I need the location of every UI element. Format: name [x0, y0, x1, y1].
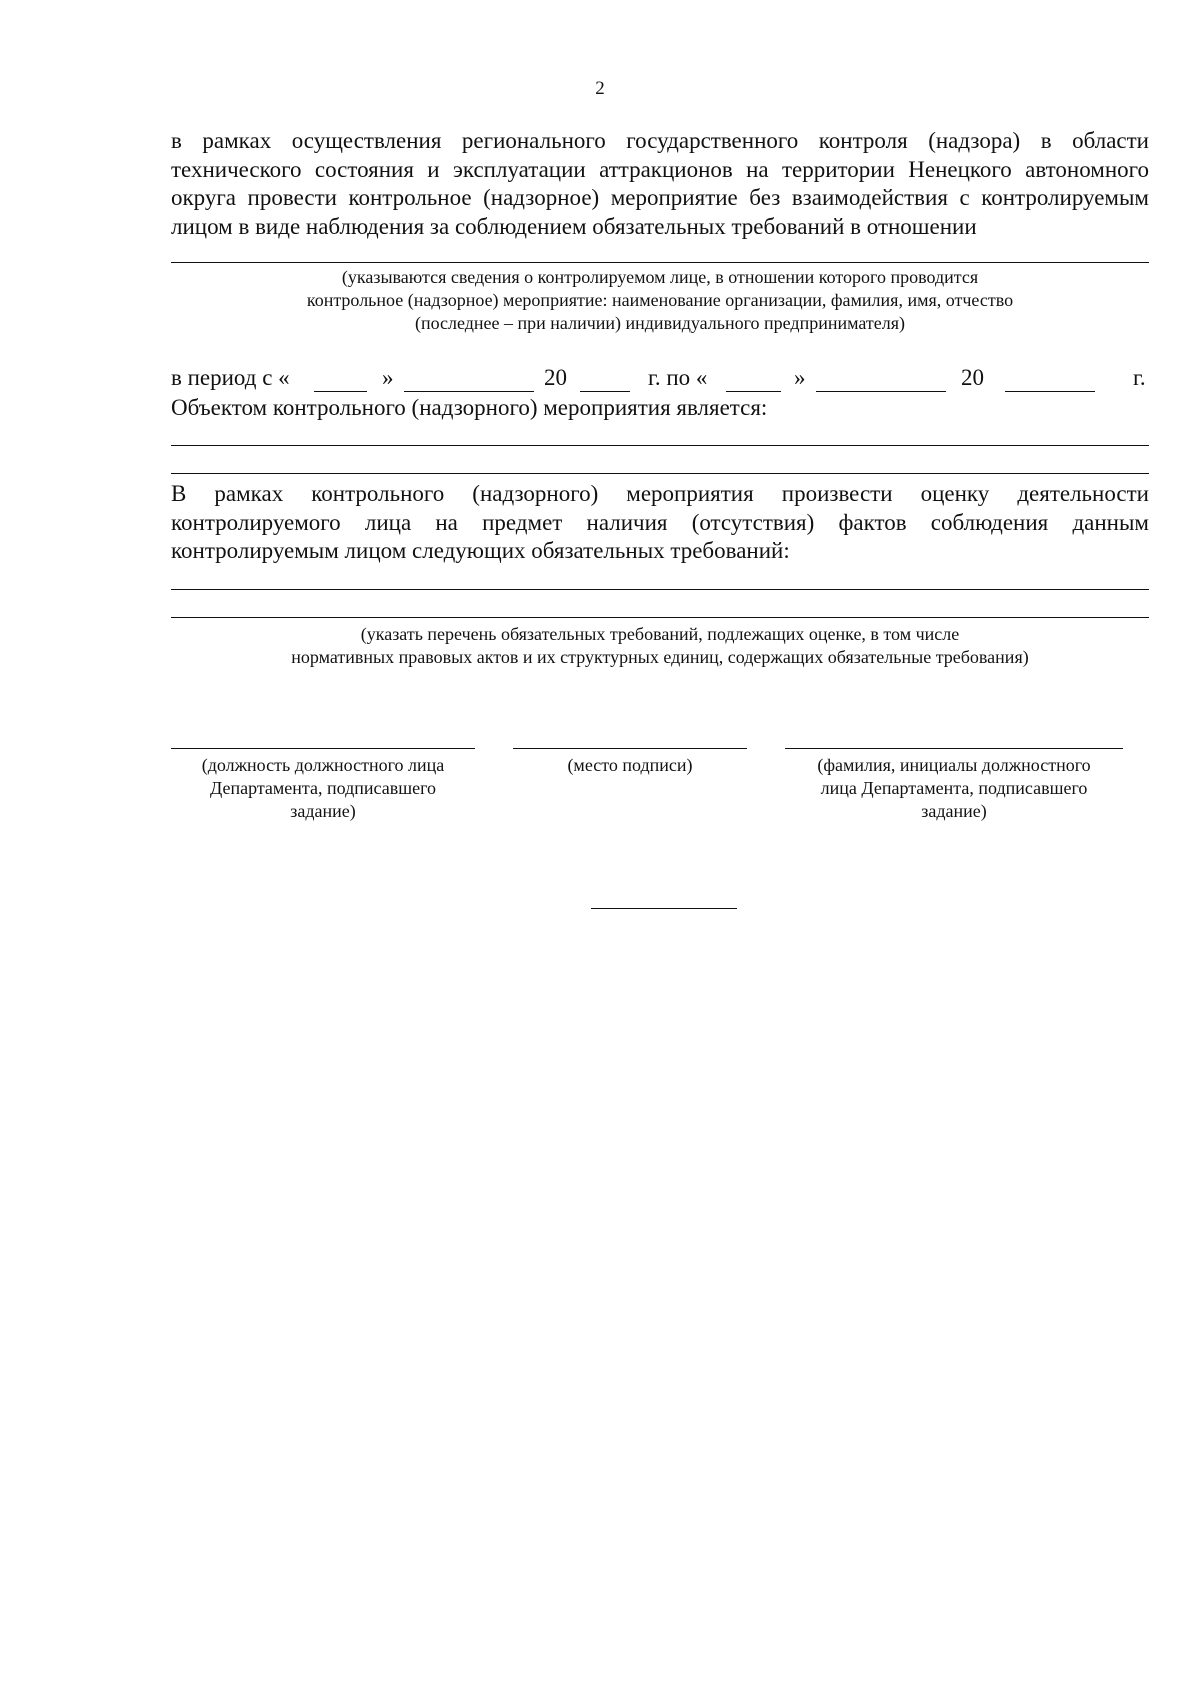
- intro-line: в рамках осуществления регионального государственного контроля (надзора) в области: [171, 128, 1149, 153]
- object-field-line-1[interactable]: [171, 445, 1149, 446]
- note-line: нормативных правовых актов и их структурных единиц, содержащих обязательные требования): [291, 647, 1029, 667]
- intro-paragraph: [171, 127, 1149, 241]
- period-year-suffix: г.: [1133, 365, 1146, 390]
- name-signature-line[interactable]: [785, 748, 1123, 749]
- note-line: (последнее – при наличии) индивидуального предпринимателя): [414, 313, 906, 333]
- position-signature-line[interactable]: [171, 748, 475, 749]
- page-number: 2: [595, 78, 605, 99]
- start-month-field[interactable]: [404, 391, 534, 392]
- start-year-field[interactable]: [580, 391, 630, 392]
- assessment-paragraph: [171, 480, 1149, 566]
- requirements-field-line-2[interactable]: [171, 617, 1149, 618]
- year-prefix: 20: [544, 365, 567, 390]
- requirements-note: [171, 623, 1149, 669]
- intro-line: лицом в виде наблюдения за соблюдением обязательных требований в отношении: [171, 213, 977, 239]
- note-line: контрольное (надзорное) мероприятие: наименование организации, фамилия, имя, отчество: [306, 290, 1014, 310]
- intro-line: технического состояния и эксплуатации аттракционов на территории Ненецкого автономного: [171, 156, 1149, 182]
- object-field-line-2[interactable]: [171, 473, 1149, 474]
- assessment-line: контролируемым лицом следующих обязательных требований:: [171, 538, 790, 563]
- end-day-field[interactable]: [726, 391, 781, 392]
- end-month-field[interactable]: [816, 391, 946, 392]
- start-day-field[interactable]: [314, 391, 367, 392]
- intro-line: округа провести контрольное (надзорное) мероприятие без взаимодействия с контролируемым: [171, 185, 1149, 210]
- close-quote: »: [794, 365, 806, 390]
- year-prefix: 20: [961, 365, 984, 390]
- controlled-person-field[interactable]: [171, 262, 1149, 263]
- note-line: (указываются сведения о контролируемом лице, в отношении которого проводится: [341, 267, 979, 287]
- assessment-line: контролируемого лица на предмет наличия (отсутствия) фактов соблюдения данным: [171, 509, 1149, 535]
- close-quote: »: [382, 365, 394, 390]
- period-to: г. по «: [648, 365, 708, 390]
- document-end-divider: [591, 908, 737, 909]
- requirements-field-line-1[interactable]: [171, 589, 1149, 590]
- note-line: (указать перечень обязательных требований, подлежащих оценке, в том числе: [360, 624, 960, 644]
- object-label: Объектом контрольного (надзорного) мероприятия является:: [171, 395, 768, 420]
- period-row: [171, 365, 1149, 395]
- place-caption: (место подписи): [567, 755, 693, 775]
- assessment-line: В рамках контрольного (надзорного) мероприятия произвести оценку деятельности: [171, 481, 1149, 506]
- position-caption: (должность должностного лица Департамента, подписавшего задание): [201, 755, 445, 821]
- period-prefix: в период с «: [171, 365, 290, 390]
- end-year-field[interactable]: [1005, 391, 1095, 392]
- name-caption: (фамилия, инициалы должностного лица Департамента, подписавшего задание): [817, 755, 1091, 821]
- controlled-person-note: [171, 266, 1149, 335]
- place-signature-line[interactable]: [513, 748, 747, 749]
